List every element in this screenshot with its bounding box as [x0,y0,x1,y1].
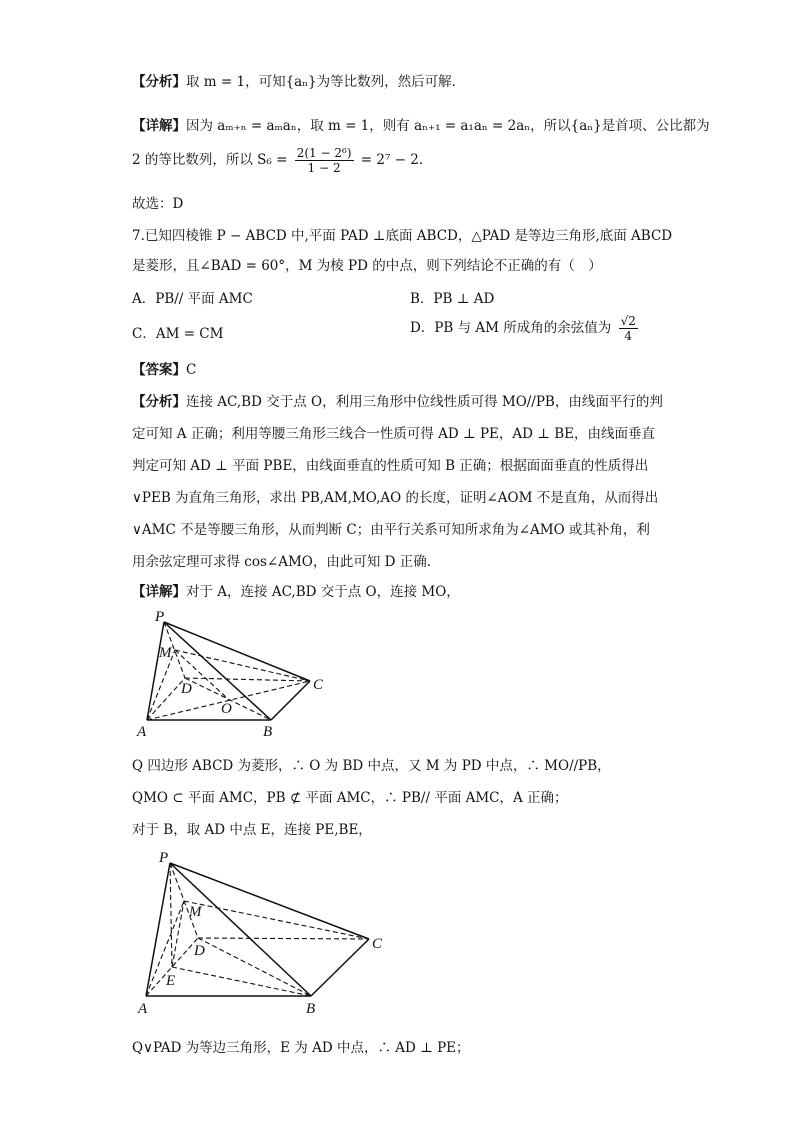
pyramid-figure-2 [135,843,395,1023]
option-d-fraction [619,314,638,343]
analysis-2-tag: 【分析】 [132,394,186,410]
detail-2-tag: 【详解】 [132,584,186,600]
proof-line-4: Q∨PAD 为等边三角形，E 为 AD 中点，∴ AD ⊥ PE； [132,1040,470,1056]
sum-fraction [295,146,354,175]
fig1-label-o: O [221,701,232,717]
option-a: A．PB// 平面 AMC [132,291,253,307]
fig2-label-a: A [138,1001,148,1017]
fig1-label-a: A [137,724,147,740]
detail-1 [132,114,710,134]
answer [132,358,196,378]
analysis-text: 取 m = 1，可知{aₙ}为等比数列，然后可解. [186,74,456,90]
sum-denominator: 1 − 2 [307,161,341,175]
fig2-label-d: D [194,943,205,959]
fig1-label-m: M [159,645,172,661]
q7-line-2: 是菱形，且∠BAD = 60°，M 为棱 PD 的中点，则下列结论不正确的有（ ） [132,258,602,274]
analysis-2-line-3: 判定可知 AD ⊥ 平面 PBE，由线面垂直的性质可知 B 正确；根据面面垂直的性质得出 [132,458,649,474]
fig1-label-d: D [181,681,192,697]
proof-line-2: QMO ⊂ 平面 AMC，PB ⊄ 平面 AMC，∴ PB// 平面 AMC，A 正确； [132,790,568,806]
fig1-label-p: P [155,609,165,625]
choice-1: 故选：D [132,196,184,212]
analysis-2-line-6: 用余弦定理可求得 cos∠AMO，由此可知 D 正确. [132,554,432,570]
sum-prefix: 2 的等比数列，所以 S₆ = [132,152,288,168]
analysis-2-line-5: ∨AMC 不是等腰三角形，从而判断 C；由平行关系可知所求角为∠AMO 或其补角，利 [132,522,650,538]
option-b: B．PB ⊥ AD [410,291,495,307]
detail-2-text: 对于 A，连接 AC,BD 交于点 O，连接 MO， [186,584,460,600]
detail-text: 因为 aₘ₊ₙ = aₘaₙ，取 m = 1，则有 aₙ₊₁ = a₁aₙ = 2aₙ，所以{aₙ}是首项、公比都为 [186,118,710,134]
analysis-2-text-1: 连接 AC,BD 交于点 O，利用三角形中位线性质可得 MO//PB，由线面平行的判 [186,394,663,410]
proof-line-1: Q 四边形 ABCD 为菱形，∴ O 为 BD 中点，又 M 为 PD 中点，∴ MO//PB， [132,758,611,774]
option-d [410,314,641,343]
fig2-label-c: C [372,936,383,952]
detail-2 [132,580,460,600]
detail-1b [132,146,423,175]
option-d-numerator: √2 [620,314,636,328]
answer-text: C [186,362,197,378]
analysis-1 [132,70,456,90]
fig2-label-e: E [166,973,176,989]
q7-line-1: 7.已知四棱锥 P − ABCD 中,平面 PAD ⊥底面 ABCD，△PAD 是等边三角形,底面 ABCD [132,228,673,244]
analysis-tag: 【分析】 [132,74,186,90]
option-d-denominator: 4 [624,329,633,343]
fig2-label-b: B [306,1001,316,1017]
analysis-2-line-2: 定可知 A 正确；利用等腰三角形三线合一性质可得 AD ⊥ PE，AD ⊥ BE，由线面垂直 [132,426,656,442]
pyramid-figure-1 [135,605,375,745]
option-c: C．AM = CM [132,326,224,342]
sum-numerator: 2(1 − 2⁶) [296,146,352,160]
fig1-label-c: C [313,677,324,693]
fig2-label-m: M [189,904,202,920]
fig2-label-p: P [159,850,169,866]
analysis-2-line-4: ∨PEB 为直角三角形，求出 PB,AM,MO,AO 的长度，证明∠AOM 不是直角，从而得出 [132,490,659,506]
fig1-label-b: B [263,724,273,740]
proof-line-3: 对于 B，取 AD 中点 E，连接 PE,BE， [132,822,372,838]
detail-tag: 【详解】 [132,118,186,134]
sum-suffix: = 2⁷ − 2. [360,152,424,168]
answer-tag: 【答案】 [132,362,186,378]
option-d-text: D．PB 与 AM 所成角的余弦值为 [410,320,612,336]
analysis-2-line-1 [132,390,663,410]
